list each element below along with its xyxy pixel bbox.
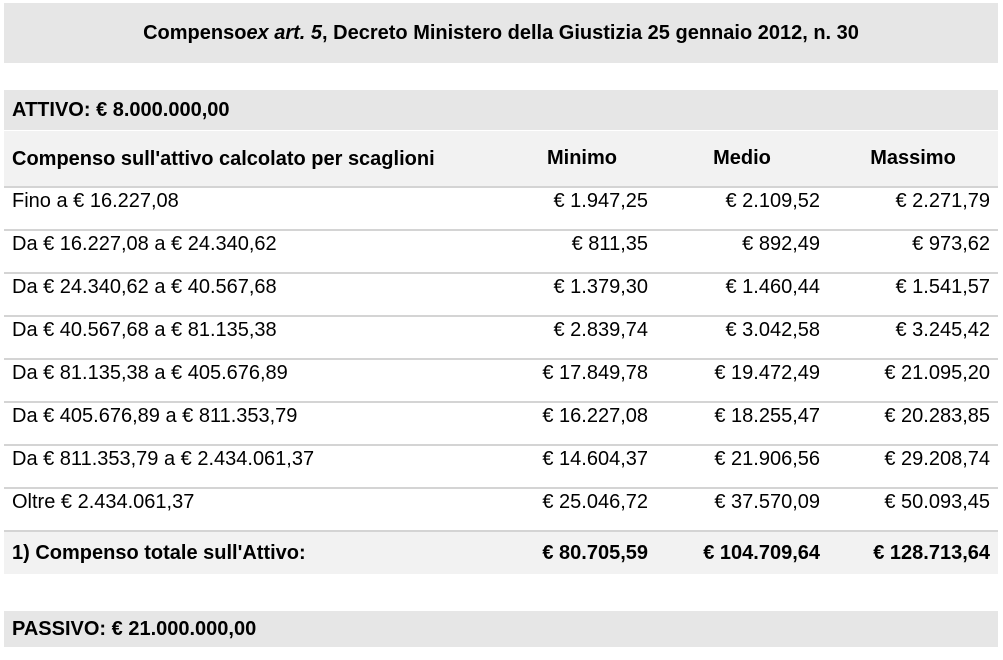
table-row xyxy=(4,230,998,273)
row-max: € 1.541,57 xyxy=(828,273,998,316)
row-avg: € 19.472,49 xyxy=(656,359,828,402)
row-range: Da € 24.340,62 a € 40.567,68 xyxy=(4,273,508,316)
row-avg: € 37.570,09 xyxy=(656,488,828,531)
row-min: € 1.379,30 xyxy=(508,273,656,316)
table-row xyxy=(4,402,998,445)
row-min: € 14.604,37 xyxy=(508,445,656,488)
table-row xyxy=(4,445,998,488)
total-avg: € 104.709,64 xyxy=(656,531,828,574)
table-row xyxy=(4,187,998,230)
row-max: € 29.208,74 xyxy=(828,445,998,488)
row-max: € 20.283,85 xyxy=(828,402,998,445)
row-avg: € 1.460,44 xyxy=(656,273,828,316)
page-title xyxy=(4,3,998,63)
row-avg: € 18.255,47 xyxy=(656,402,828,445)
row-min: € 17.849,78 xyxy=(508,359,656,402)
attivo-section-bar xyxy=(4,90,998,130)
table-row xyxy=(4,359,998,402)
total-label: 1) Compenso totale sull'Attivo: xyxy=(4,531,508,574)
row-range: Da € 405.676,89 a € 811.353,79 xyxy=(4,402,508,445)
row-avg: € 21.906,56 xyxy=(656,445,828,488)
row-range: Fino a € 16.227,08 xyxy=(4,187,508,230)
table-header-row xyxy=(4,131,998,187)
total-row xyxy=(4,531,998,574)
passivo-label: PASSIVO: € 21.000.000,00 xyxy=(12,617,257,640)
row-avg: € 3.042,58 xyxy=(656,316,828,359)
title-part1: Compenso xyxy=(143,21,247,44)
compenso-table xyxy=(4,131,998,574)
row-max: € 3.245,42 xyxy=(828,316,998,359)
row-range: Da € 40.567,68 a € 81.135,38 xyxy=(4,316,508,359)
row-max: € 2.271,79 xyxy=(828,187,998,230)
header-min: Minimo xyxy=(508,131,656,187)
title-italic: ex art. 5 xyxy=(246,21,323,44)
row-min: € 811,35 xyxy=(508,230,656,273)
table-row xyxy=(4,273,998,316)
attivo-label: ATTIVO: € 8.000.000,00 xyxy=(12,98,230,121)
row-max: € 50.093,45 xyxy=(828,488,998,531)
row-max: € 973,62 xyxy=(828,230,998,273)
header-description: Compenso sull'attivo calcolato per scaglioni xyxy=(4,131,508,187)
row-min: € 2.839,74 xyxy=(508,316,656,359)
row-range: Oltre € 2.434.061,37 xyxy=(4,488,508,531)
row-min: € 1.947,25 xyxy=(508,187,656,230)
header-avg: Medio xyxy=(656,131,828,187)
row-range: Da € 16.227,08 a € 24.340,62 xyxy=(4,230,508,273)
passivo-section-bar xyxy=(4,611,998,647)
table-row xyxy=(4,488,998,531)
total-min: € 80.705,59 xyxy=(508,531,656,574)
row-max: € 21.095,20 xyxy=(828,359,998,402)
row-range: Da € 811.353,79 a € 2.434.061,37 xyxy=(4,445,508,488)
row-min: € 25.046,72 xyxy=(508,488,656,531)
header-max: Massimo xyxy=(828,131,998,187)
table-row xyxy=(4,316,998,359)
row-range: Da € 81.135,38 a € 405.676,89 xyxy=(4,359,508,402)
row-avg: € 892,49 xyxy=(656,230,828,273)
row-min: € 16.227,08 xyxy=(508,402,656,445)
title-part2: , Decreto Ministero della Giustizia 25 gennaio 2012, n. 30 xyxy=(322,21,859,44)
row-avg: € 2.109,52 xyxy=(656,187,828,230)
total-max: € 128.713,64 xyxy=(828,531,998,574)
